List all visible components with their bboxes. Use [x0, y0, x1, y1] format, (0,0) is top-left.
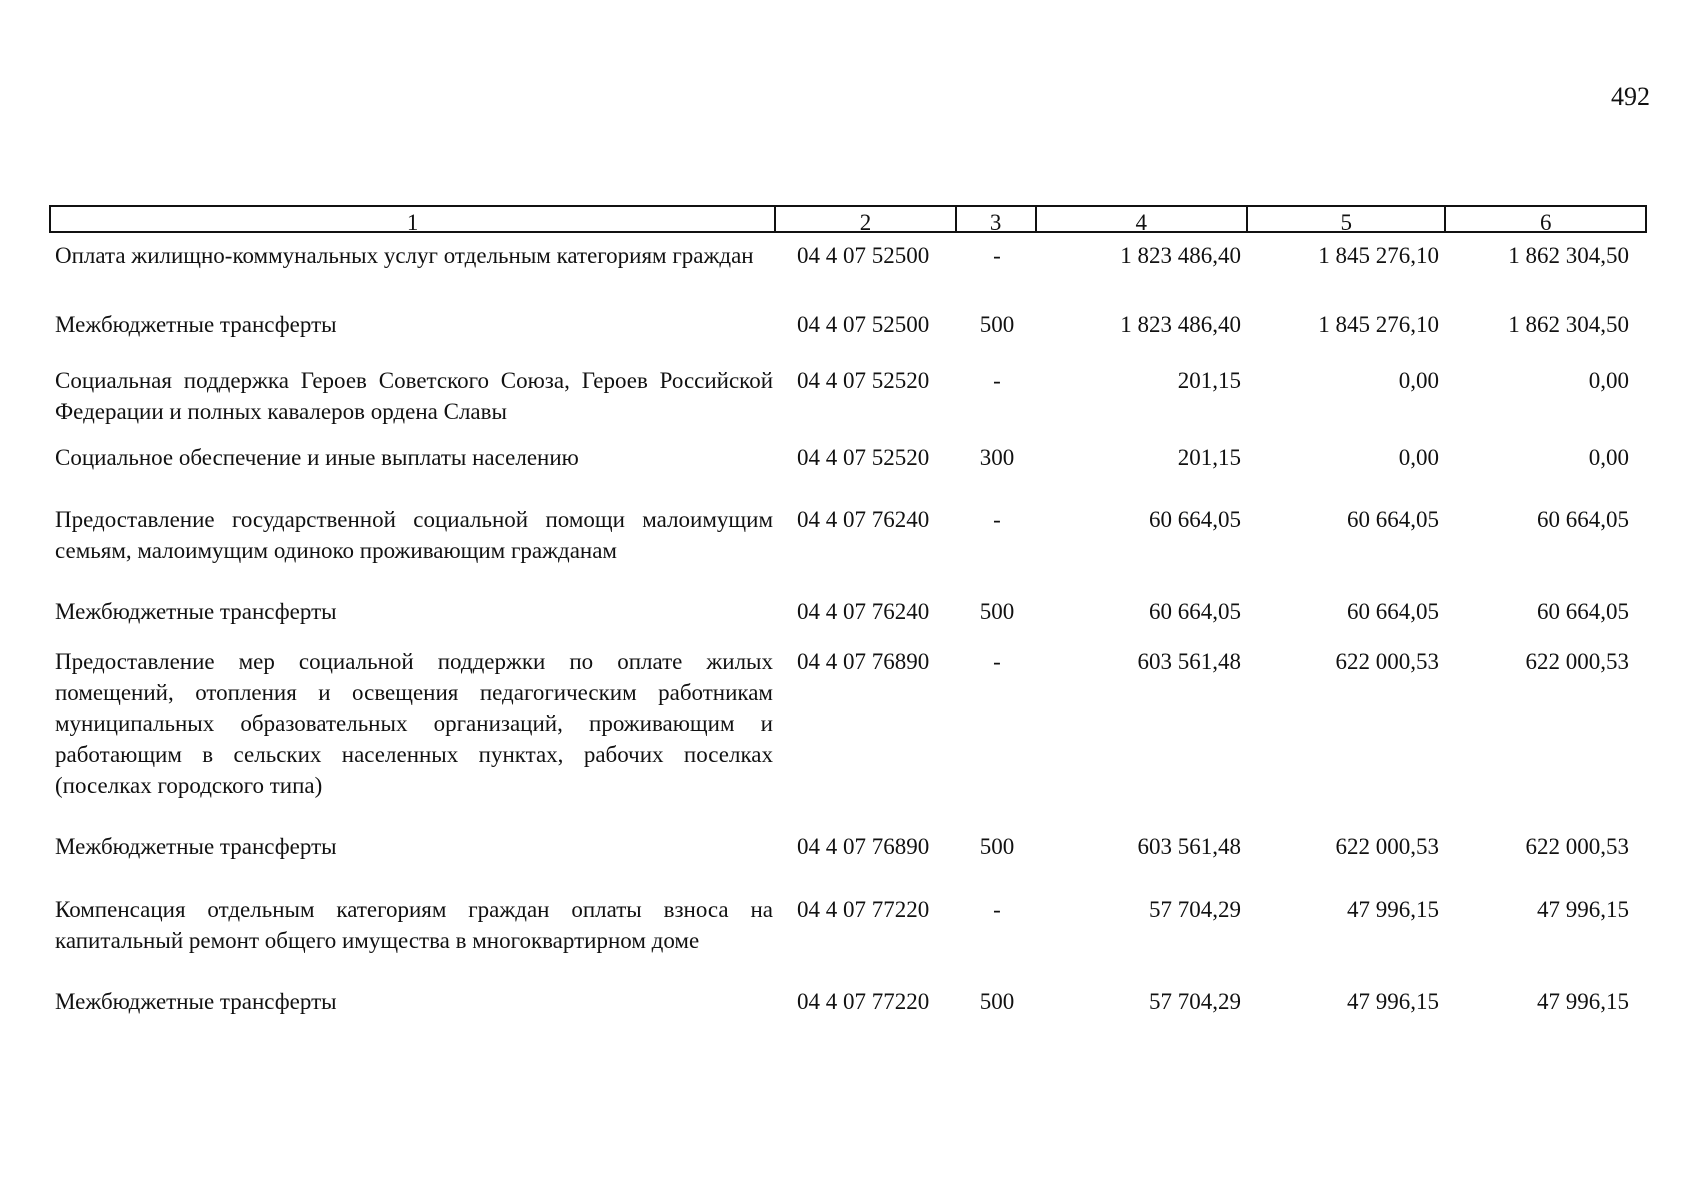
row-value-6: 1 862 304,50 — [1508, 312, 1629, 337]
row-name: Межбюджетные трансферты — [55, 834, 337, 859]
row-type: - — [993, 649, 1001, 674]
row-value-4: 57 704,29 — [1149, 989, 1241, 1014]
row-code: 04 4 07 52500 — [797, 312, 930, 337]
row-name: Межбюджетные трансферты — [55, 312, 337, 337]
row-value-5: 1 845 276,10 — [1318, 243, 1439, 268]
row-code: 04 4 07 76240 — [797, 599, 930, 624]
row-code: 04 4 07 77220 — [797, 989, 930, 1014]
row-value-6: 60 664,05 — [1537, 507, 1629, 532]
row-value-6: 0,00 — [1588, 445, 1629, 470]
row-value-6: 47 996,15 — [1537, 989, 1629, 1014]
header-col-1: 1 — [51, 207, 776, 231]
row-value-5: 622 000,53 — [1335, 834, 1439, 859]
row-value-4: 1 823 486,40 — [1120, 243, 1241, 268]
row-value-6: 60 664,05 — [1537, 599, 1629, 624]
header-col-3: 3 — [957, 207, 1037, 231]
table-header — [49, 205, 1647, 233]
row-type: 500 — [979, 312, 1015, 337]
row-name: Оплата жилищно-коммунальных услуг отдельным категориям граждан — [55, 243, 754, 268]
row-value-6: 622 000,53 — [1525, 834, 1629, 859]
row-value-6: 47 996,15 — [1537, 897, 1629, 922]
row-type: - — [993, 897, 1001, 922]
row-value-6: 1 862 304,50 — [1508, 243, 1629, 268]
row-type: 500 — [979, 989, 1015, 1014]
row-name: Социальное обеспечение и иные выплаты населению — [55, 445, 579, 470]
row-value-5: 1 845 276,10 — [1318, 312, 1439, 337]
header-col-4: 4 — [1037, 207, 1248, 231]
row-code: 04 4 07 76890 — [797, 649, 930, 674]
page-number: 492 — [1611, 82, 1650, 111]
row-code: 04 4 07 76240 — [797, 507, 930, 532]
row-value-4: 201,15 — [1177, 445, 1241, 470]
row-code: 04 4 07 76890 — [797, 834, 930, 859]
row-value-5: 60 664,05 — [1347, 599, 1439, 624]
row-value-4: 201,15 — [1177, 368, 1241, 393]
row-code: 04 4 07 77220 — [797, 897, 930, 922]
row-type: - — [993, 243, 1001, 268]
header-col-5: 5 — [1248, 207, 1447, 231]
row-type: - — [993, 368, 1001, 393]
row-name: Компенсация отдельным категориям граждан оплаты взноса на капитальный ремонт общего имущества в многоквартирном доме — [55, 897, 773, 953]
row-value-5: 0,00 — [1398, 445, 1439, 470]
row-value-5: 60 664,05 — [1347, 507, 1439, 532]
row-name: Межбюджетные трансферты — [55, 989, 337, 1014]
row-value-5: 622 000,53 — [1335, 649, 1439, 674]
row-value-4: 57 704,29 — [1149, 897, 1241, 922]
row-value-5: 47 996,15 — [1347, 897, 1439, 922]
row-value-4: 603 561,48 — [1137, 649, 1241, 674]
row-code: 04 4 07 52500 — [797, 243, 930, 268]
row-value-5: 47 996,15 — [1347, 989, 1439, 1014]
row-code: 04 4 07 52520 — [797, 445, 930, 470]
row-value-4: 60 664,05 — [1149, 599, 1241, 624]
row-name: Предоставление мер социальной поддержки по оплате жилых помещений, отопления и освещения педагогическим работникам муниципальных образовательных организаций, проживающим и работающим в сельских населенных пунктах, рабочих поселках (поселках городского типа) — [55, 649, 773, 798]
row-value-4: 603 561,48 — [1137, 834, 1241, 859]
row-code: 04 4 07 52520 — [797, 368, 930, 393]
header-col-2: 2 — [776, 207, 957, 231]
row-type: 500 — [979, 834, 1015, 859]
row-value-4: 1 823 486,40 — [1120, 312, 1241, 337]
row-name: Социальная поддержка Героев Советского Союза, Героев Российской Федерации и полных кавалеров ордена Славы — [55, 368, 773, 424]
header-col-6: 6 — [1539, 210, 1552, 235]
row-value-5: 0,00 — [1398, 368, 1439, 393]
row-name: Предоставление государственной социальной помощи малоимущим семьям, малоимущим одиноко проживающим гражданам — [55, 507, 773, 563]
row-value-6: 0,00 — [1588, 368, 1629, 393]
row-type: - — [993, 507, 1001, 532]
row-type: 300 — [979, 445, 1015, 470]
row-type: 500 — [979, 599, 1015, 624]
row-name: Межбюджетные трансферты — [55, 599, 337, 624]
row-value-4: 60 664,05 — [1149, 507, 1241, 532]
row-value-6: 622 000,53 — [1525, 649, 1629, 674]
